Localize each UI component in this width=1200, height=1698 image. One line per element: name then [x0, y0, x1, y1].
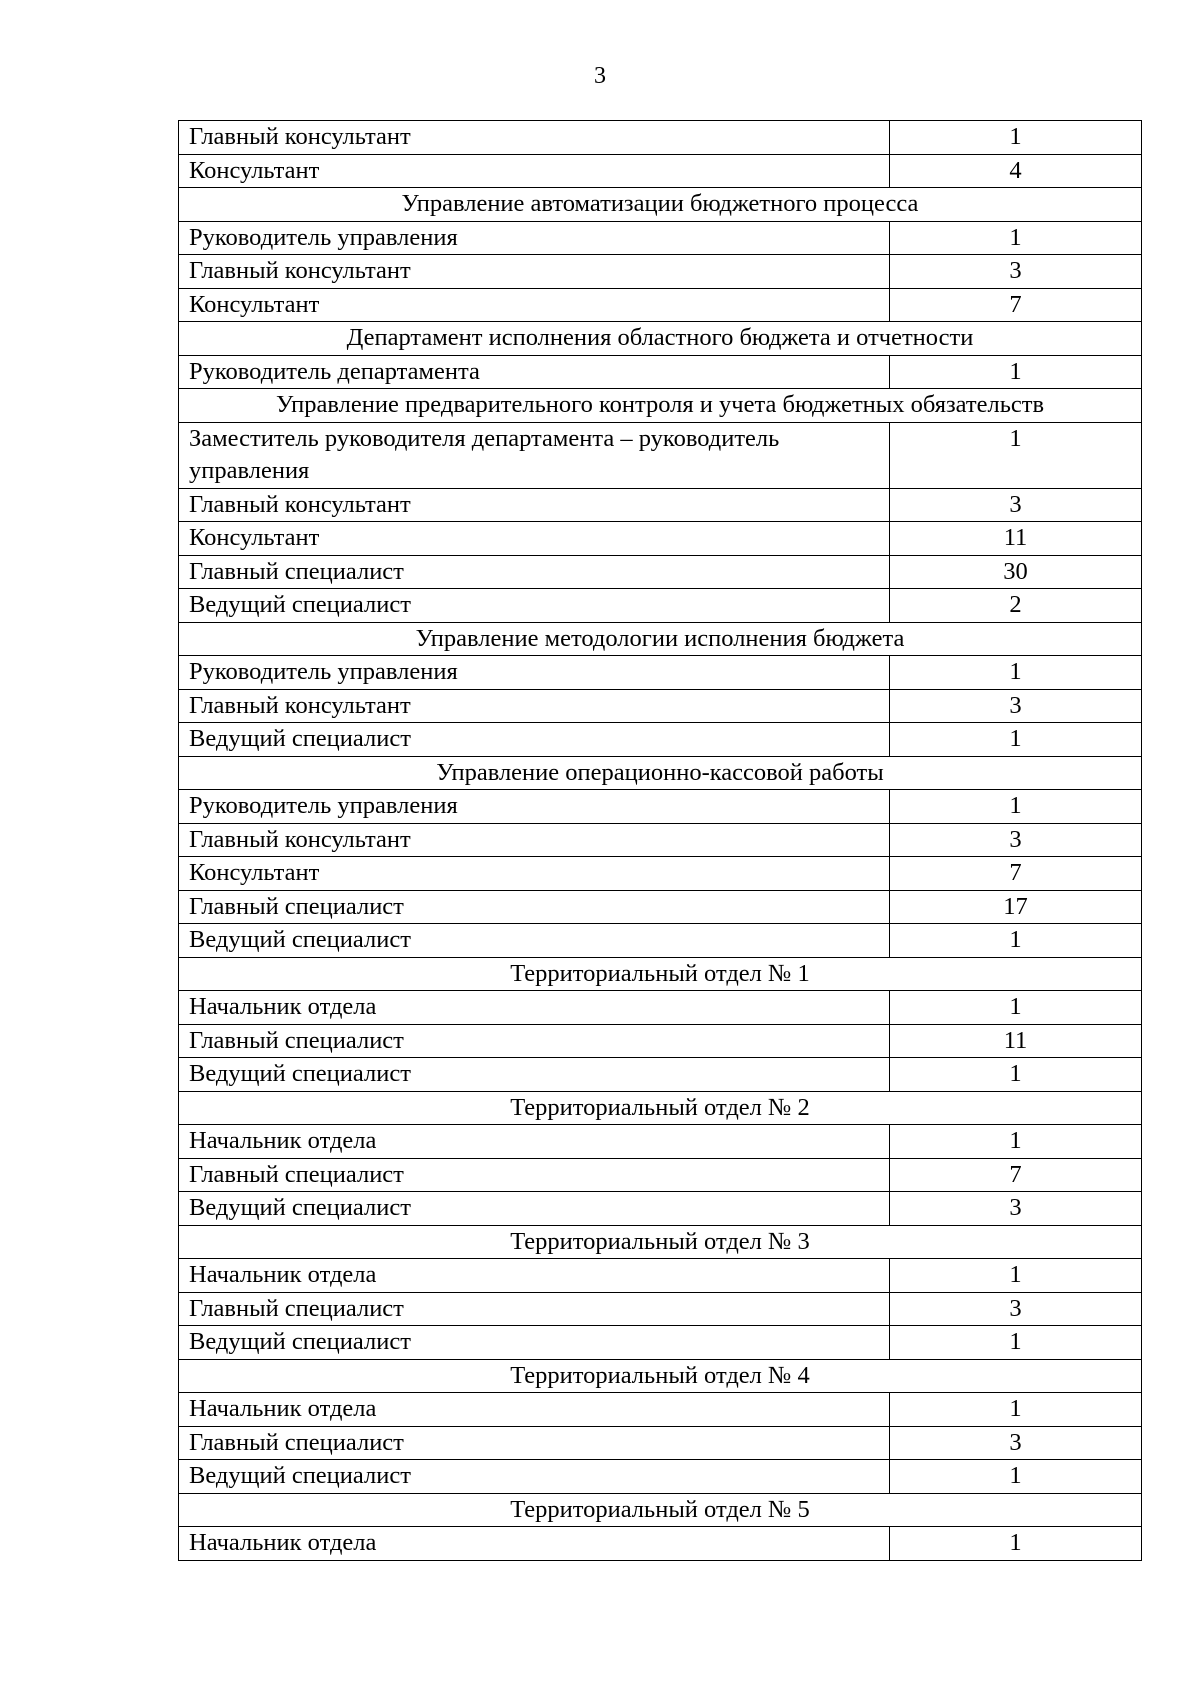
position-count: 1	[890, 355, 1142, 389]
position-count: 30	[890, 555, 1142, 589]
position-row	[179, 823, 1142, 857]
position-title: Руководитель управления	[179, 656, 890, 690]
position-count: 11	[890, 522, 1142, 556]
position-title: Начальник отдела	[179, 991, 890, 1025]
section-title: Департамент исполнения областного бюджета и отчетности	[179, 322, 1142, 356]
position-count: 7	[890, 1158, 1142, 1192]
position-row	[179, 1527, 1142, 1561]
position-row	[179, 723, 1142, 757]
position-title: Главный консультант	[179, 255, 890, 289]
position-title: Главный специалист	[179, 890, 890, 924]
section-header-row	[179, 1493, 1142, 1527]
position-title: Главный специалист	[179, 1158, 890, 1192]
position-count: 1	[890, 422, 1142, 488]
position-count: 1	[890, 1326, 1142, 1360]
position-row	[179, 121, 1142, 155]
position-title: Главный специалист	[179, 555, 890, 589]
position-title: Консультант	[179, 522, 890, 556]
position-title: Ведущий специалист	[179, 1460, 890, 1494]
position-count: 7	[890, 288, 1142, 322]
section-title: Управление операционно-кассовой работы	[179, 756, 1142, 790]
position-count: 11	[890, 1024, 1142, 1058]
section-title: Территориальный отдел № 1	[179, 957, 1142, 991]
position-row	[179, 1058, 1142, 1092]
position-row	[179, 1460, 1142, 1494]
position-count: 1	[890, 1058, 1142, 1092]
staffing-table-body	[179, 121, 1142, 1561]
position-count: 1	[890, 221, 1142, 255]
position-title: Начальник отдела	[179, 1527, 890, 1561]
section-header-row	[179, 322, 1142, 356]
position-count: 1	[890, 723, 1142, 757]
page-number: 3	[594, 63, 606, 89]
position-count: 2	[890, 589, 1142, 623]
position-row	[179, 790, 1142, 824]
position-count: 3	[890, 689, 1142, 723]
position-title: Ведущий специалист	[179, 723, 890, 757]
position-count: 3	[890, 823, 1142, 857]
position-count: 1	[890, 121, 1142, 155]
position-count: 1	[890, 991, 1142, 1025]
position-count: 1	[890, 924, 1142, 958]
position-row	[179, 589, 1142, 623]
position-count: 3	[890, 1192, 1142, 1226]
position-count: 3	[890, 1292, 1142, 1326]
section-title: Территориальный отдел № 2	[179, 1091, 1142, 1125]
position-count: 3	[890, 255, 1142, 289]
section-title: Территориальный отдел № 3	[179, 1225, 1142, 1259]
position-title: Консультант	[179, 288, 890, 322]
position-title: Ведущий специалист	[179, 589, 890, 623]
position-title: Ведущий специалист	[179, 924, 890, 958]
section-header-row	[179, 389, 1142, 423]
position-row	[179, 924, 1142, 958]
position-row	[179, 656, 1142, 690]
position-title: Ведущий специалист	[179, 1326, 890, 1360]
position-row	[179, 1192, 1142, 1226]
position-row	[179, 1292, 1142, 1326]
position-row	[179, 1426, 1142, 1460]
staffing-table	[178, 120, 1142, 1561]
position-row	[179, 154, 1142, 188]
position-row	[179, 488, 1142, 522]
section-header-row	[179, 188, 1142, 222]
section-title: Управление предварительного контроля и учета бюджетных обязательств	[179, 389, 1142, 423]
section-title: Территориальный отдел № 4	[179, 1359, 1142, 1393]
position-row	[179, 1024, 1142, 1058]
position-row	[179, 890, 1142, 924]
position-title: Консультант	[179, 154, 890, 188]
position-title: Главный консультант	[179, 689, 890, 723]
section-header-row	[179, 1091, 1142, 1125]
position-title: Ведущий специалист	[179, 1192, 890, 1226]
position-row	[179, 288, 1142, 322]
position-row	[179, 255, 1142, 289]
position-title: Руководитель управления	[179, 221, 890, 255]
position-row	[179, 1125, 1142, 1159]
position-row	[179, 522, 1142, 556]
section-header-row	[179, 957, 1142, 991]
position-count: 17	[890, 890, 1142, 924]
position-row	[179, 221, 1142, 255]
position-row	[179, 857, 1142, 891]
position-count: 1	[890, 656, 1142, 690]
position-count: 1	[890, 790, 1142, 824]
position-count: 3	[890, 1426, 1142, 1460]
position-title: Начальник отдела	[179, 1259, 890, 1293]
position-count: 1	[890, 1527, 1142, 1561]
position-row	[179, 689, 1142, 723]
position-title: Главный специалист	[179, 1292, 890, 1326]
position-row	[179, 355, 1142, 389]
position-title: Руководитель управления	[179, 790, 890, 824]
position-title: Начальник отдела	[179, 1125, 890, 1159]
position-title: Главный консультант	[179, 488, 890, 522]
section-title: Территориальный отдел № 5	[179, 1493, 1142, 1527]
position-title: Начальник отдела	[179, 1393, 890, 1427]
section-title: Управление автоматизации бюджетного процесса	[179, 188, 1142, 222]
section-header-row	[179, 1225, 1142, 1259]
position-count: 1	[890, 1460, 1142, 1494]
position-count: 4	[890, 154, 1142, 188]
position-row	[179, 1393, 1142, 1427]
section-header-row	[179, 1359, 1142, 1393]
position-count: 1	[890, 1393, 1142, 1427]
position-title: Руководитель департамента	[179, 355, 890, 389]
position-count: 3	[890, 488, 1142, 522]
section-header-row	[179, 622, 1142, 656]
position-title: Ведущий специалист	[179, 1058, 890, 1092]
position-row	[179, 1158, 1142, 1192]
section-title: Управление методологии исполнения бюджета	[179, 622, 1142, 656]
section-header-row	[179, 756, 1142, 790]
position-title: Главный специалист	[179, 1024, 890, 1058]
position-title: Главный консультант	[179, 823, 890, 857]
position-title: Консультант	[179, 857, 890, 891]
position-title: Главный специалист	[179, 1426, 890, 1460]
position-row	[179, 1259, 1142, 1293]
position-count: 1	[890, 1259, 1142, 1293]
position-row	[179, 422, 1142, 488]
position-count: 7	[890, 857, 1142, 891]
position-title: Главный консультант	[179, 121, 890, 155]
position-title: Заместитель руководителя департамента – руководитель управления	[179, 422, 890, 488]
position-row	[179, 991, 1142, 1025]
position-row	[179, 1326, 1142, 1360]
position-count: 1	[890, 1125, 1142, 1159]
position-row	[179, 555, 1142, 589]
